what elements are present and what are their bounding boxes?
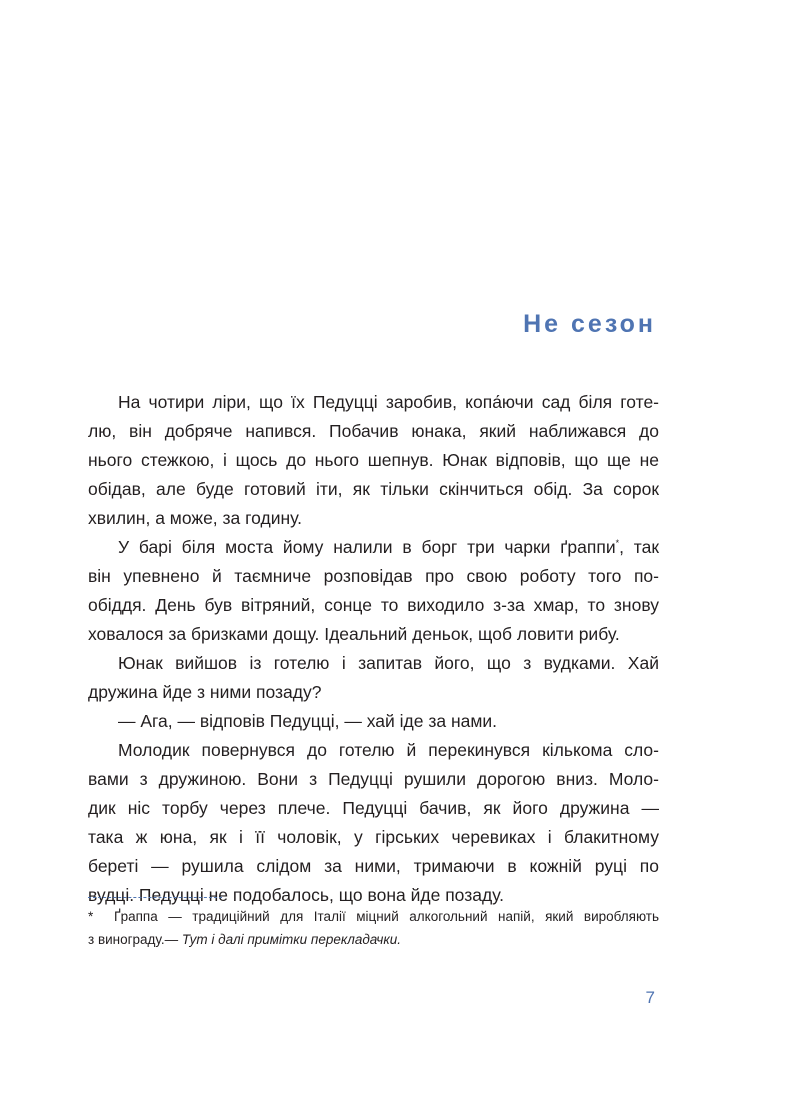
text-line: Юнак вийшов із готелю і запитав його, що з вудками. Хай xyxy=(118,653,659,673)
text-line: обідав, але буде готовий іти, як тільки скінчиться обід. За сорок xyxy=(88,479,659,499)
text-fragment: , так xyxy=(619,537,660,557)
footnote-text: з винограду.— xyxy=(88,932,182,947)
text-line: лю, він добряче напився. Побачив юнака, який наближався до xyxy=(88,421,659,441)
text-fragment: У барі біля моста йому налили в борг три чарки ґраппи xyxy=(118,537,616,557)
footnote-divider xyxy=(88,897,222,898)
footnote-note: Тут і далі примітки перекладачки. xyxy=(181,932,402,947)
text-line: дружина йде з ними позаду? xyxy=(88,682,322,702)
footnote xyxy=(88,905,659,951)
text-line: дик ніс торбу через плече. Педуцці бачив, як його дружина — xyxy=(88,798,659,818)
chapter-title: Не сезон xyxy=(523,310,656,338)
text-line: хвилин, а може, за годину. xyxy=(88,508,302,528)
text-line xyxy=(88,533,659,562)
footnote-line xyxy=(88,905,659,928)
text-line: ховалося за бризками дощу. Ідеальний деньок, щоб ловити рибу. xyxy=(88,624,620,644)
text-line: Молодик повернувся до готелю й перекинувся кількома сло- xyxy=(118,740,659,760)
footnote-marker: * xyxy=(88,909,94,924)
footnote-text: Ґраппа — традиційний для Італії міцний алкогольний напій, який виробляють xyxy=(114,909,659,924)
text-line: він упевнено й таємниче розповідав про свою роботу того по- xyxy=(88,566,659,586)
text-line: На чотири ліри, що їх Педуцці заробив, копа́ючи сад біля готе- xyxy=(118,392,659,412)
text-line: така ж юна, як і її чоловік, у гірських черевиках і блакитному xyxy=(88,827,659,847)
text-line: вами з дружиною. Вони з Педуцці рушили дорогою вниз. Моло- xyxy=(88,769,659,789)
text-line: — Ага, — відповів Педуцці, — хай іде за нами. xyxy=(118,711,498,731)
footnote-marker: * xyxy=(615,538,620,549)
text-line: обіддя. День був вітряний, сонце то виходило з-за хмар, то знову xyxy=(88,595,659,615)
text-line: береті — рушила слідом за ними, тримаючи в кожній руці по xyxy=(88,856,659,876)
page-number: 7 xyxy=(645,988,655,1007)
text-line: вудці. Педуцці не подобалось, що вона йде позаду. xyxy=(88,885,505,905)
body-text xyxy=(88,388,659,910)
footnote-line xyxy=(88,928,659,951)
text-line: нього стежкою, і щось до нього шепнув. Юнак відповів, що ще не xyxy=(88,450,659,470)
